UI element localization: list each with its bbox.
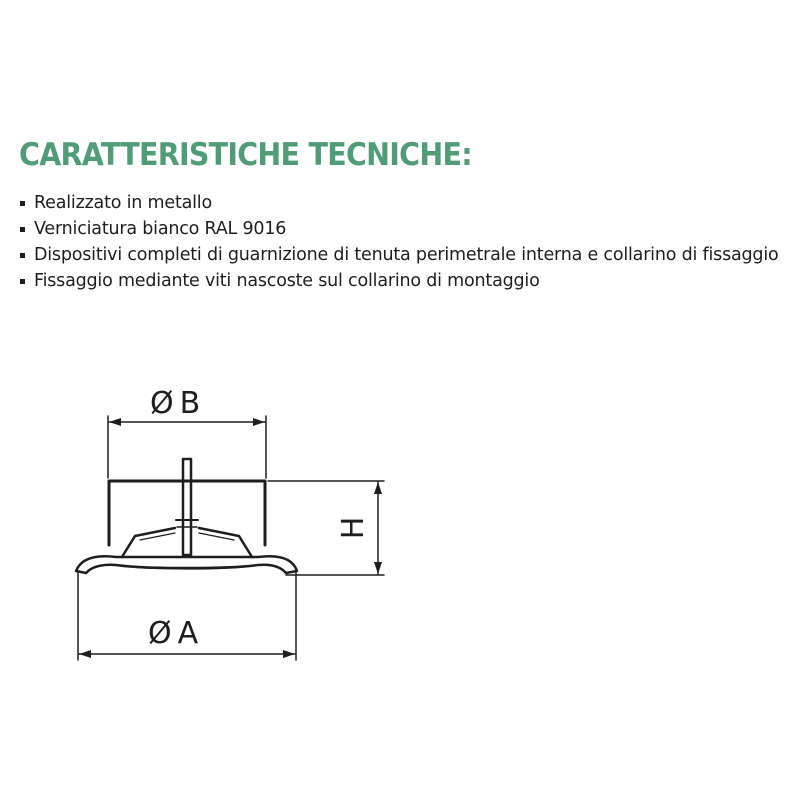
dim-label-h: H [336, 516, 371, 540]
feature-text: Verniciatura bianco RAL 9016 [34, 219, 287, 239]
dim-label-b: Ø B [150, 386, 201, 421]
section-title: CARATTERISTICHE TECNICHE: [19, 137, 472, 173]
feature-text: Fissaggio mediante viti nascoste sul collarino di montaggio [34, 271, 540, 291]
dimension-b [108, 416, 266, 478]
dim-label-a: Ø A [148, 616, 199, 651]
feature-text: Realizzato in metallo [34, 193, 212, 213]
feature-text: Dispositivi completi di guarnizione di tenuta perimetrale interna e collarino di fissaggio [34, 245, 779, 265]
diffuser-body [76, 459, 297, 573]
